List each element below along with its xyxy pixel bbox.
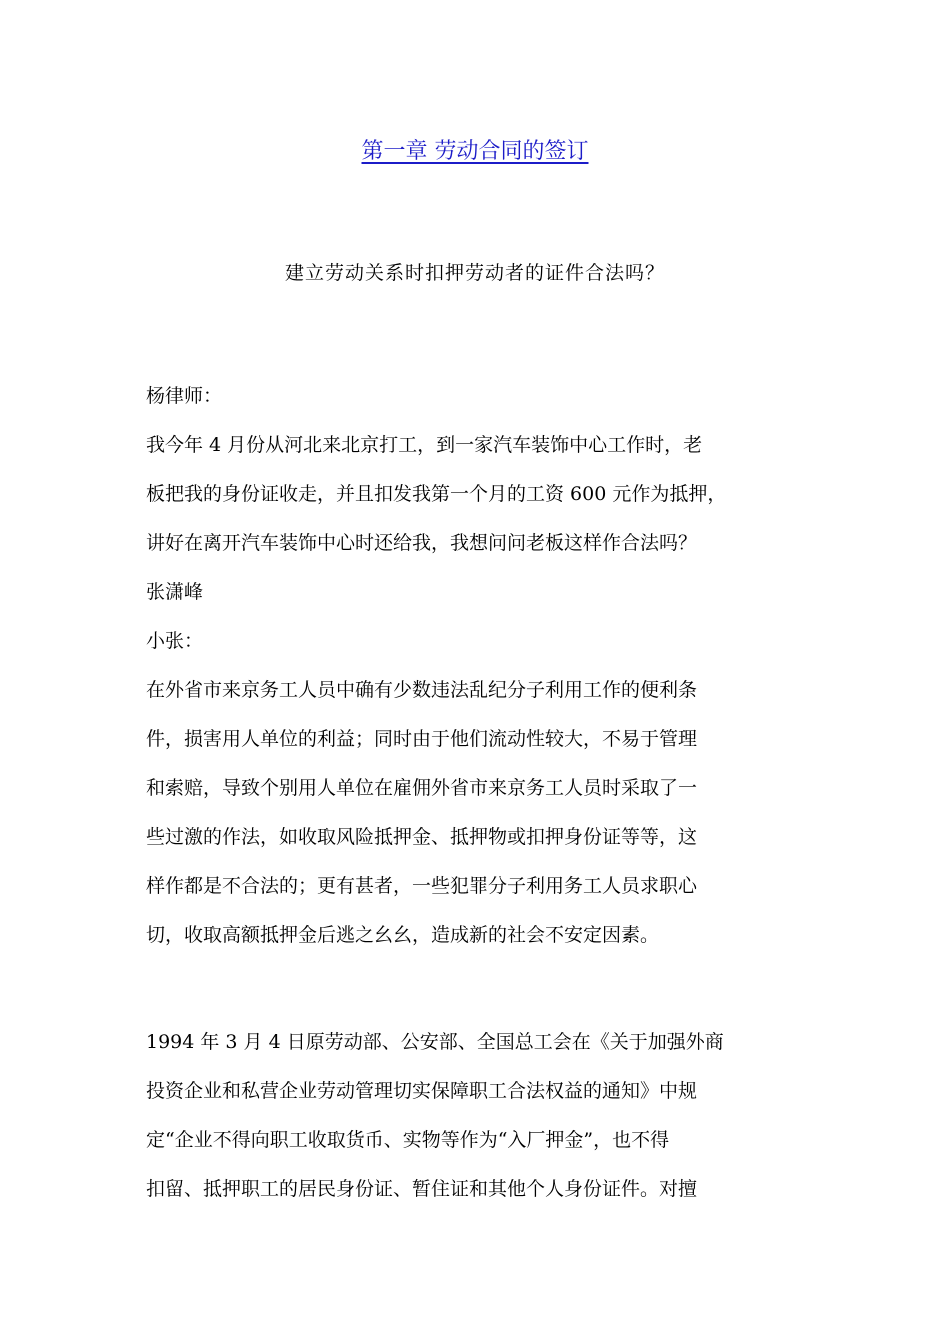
- reply-line: 和索赔，导致个别用人单位在雇佣外省市来京务工人员时采取了一: [146, 777, 698, 799]
- law-line: 投资企业和私营企业劳动管理切实保障职工合法权益的通知》中规: [146, 1080, 698, 1102]
- letter-and-reply: [146, 372, 806, 960]
- reply-greeting: 小张：: [146, 630, 204, 652]
- reply-line: 样作都是不合法的；更有甚者，一些犯罪分子利用务工人员求职心: [146, 875, 698, 897]
- reply-line: 些过激的作法，如收取风险抵押金、抵押物或扣押身份证等等，这: [146, 826, 698, 848]
- law-line: 定“企业不得向职工收取货币、实物等作为“入厂押金”，也不得: [146, 1129, 670, 1151]
- letter-signature: 张潇峰: [146, 581, 204, 603]
- reply-line: 件，损害用人单位的利益；同时由于他们流动性较大，不易于管理: [146, 728, 698, 750]
- letter-greeting: 杨律师：: [146, 385, 223, 407]
- letter-line: 我今年 4 月份从河北来北京打工，到一家汽车装饰中心工作时，老: [146, 434, 703, 456]
- law-line: 扣留、抵押职工的居民身份证、暂住证和其他个人身份证件。对擅: [146, 1178, 698, 1200]
- law-paragraph: [146, 1018, 806, 1214]
- reply-line: 在外省市来京务工人员中确有少数违法乱纪分子利用工作的便利条: [146, 679, 698, 701]
- reply-line: 切，收取高额抵押金后逃之幺幺，造成新的社会不安定因素。: [146, 924, 660, 946]
- chapter-title-link[interactable]: 第一章 劳动合同的签订: [361, 139, 589, 164]
- law-line: 1994 年 3 月 4 日原劳动部、公安部、全国总工会在《关于加强外商: [146, 1031, 724, 1053]
- question-title: 建立劳动关系时扣押劳动者的证件合法吗？: [284, 262, 665, 284]
- letter-line: 讲好在离开汽车装饰中心时还给我，我想问问老板这样作合法吗？: [146, 532, 698, 554]
- letter-line: 板把我的身份证收走，并且扣发我第一个月的工资 600 元作为抵押，: [146, 483, 727, 505]
